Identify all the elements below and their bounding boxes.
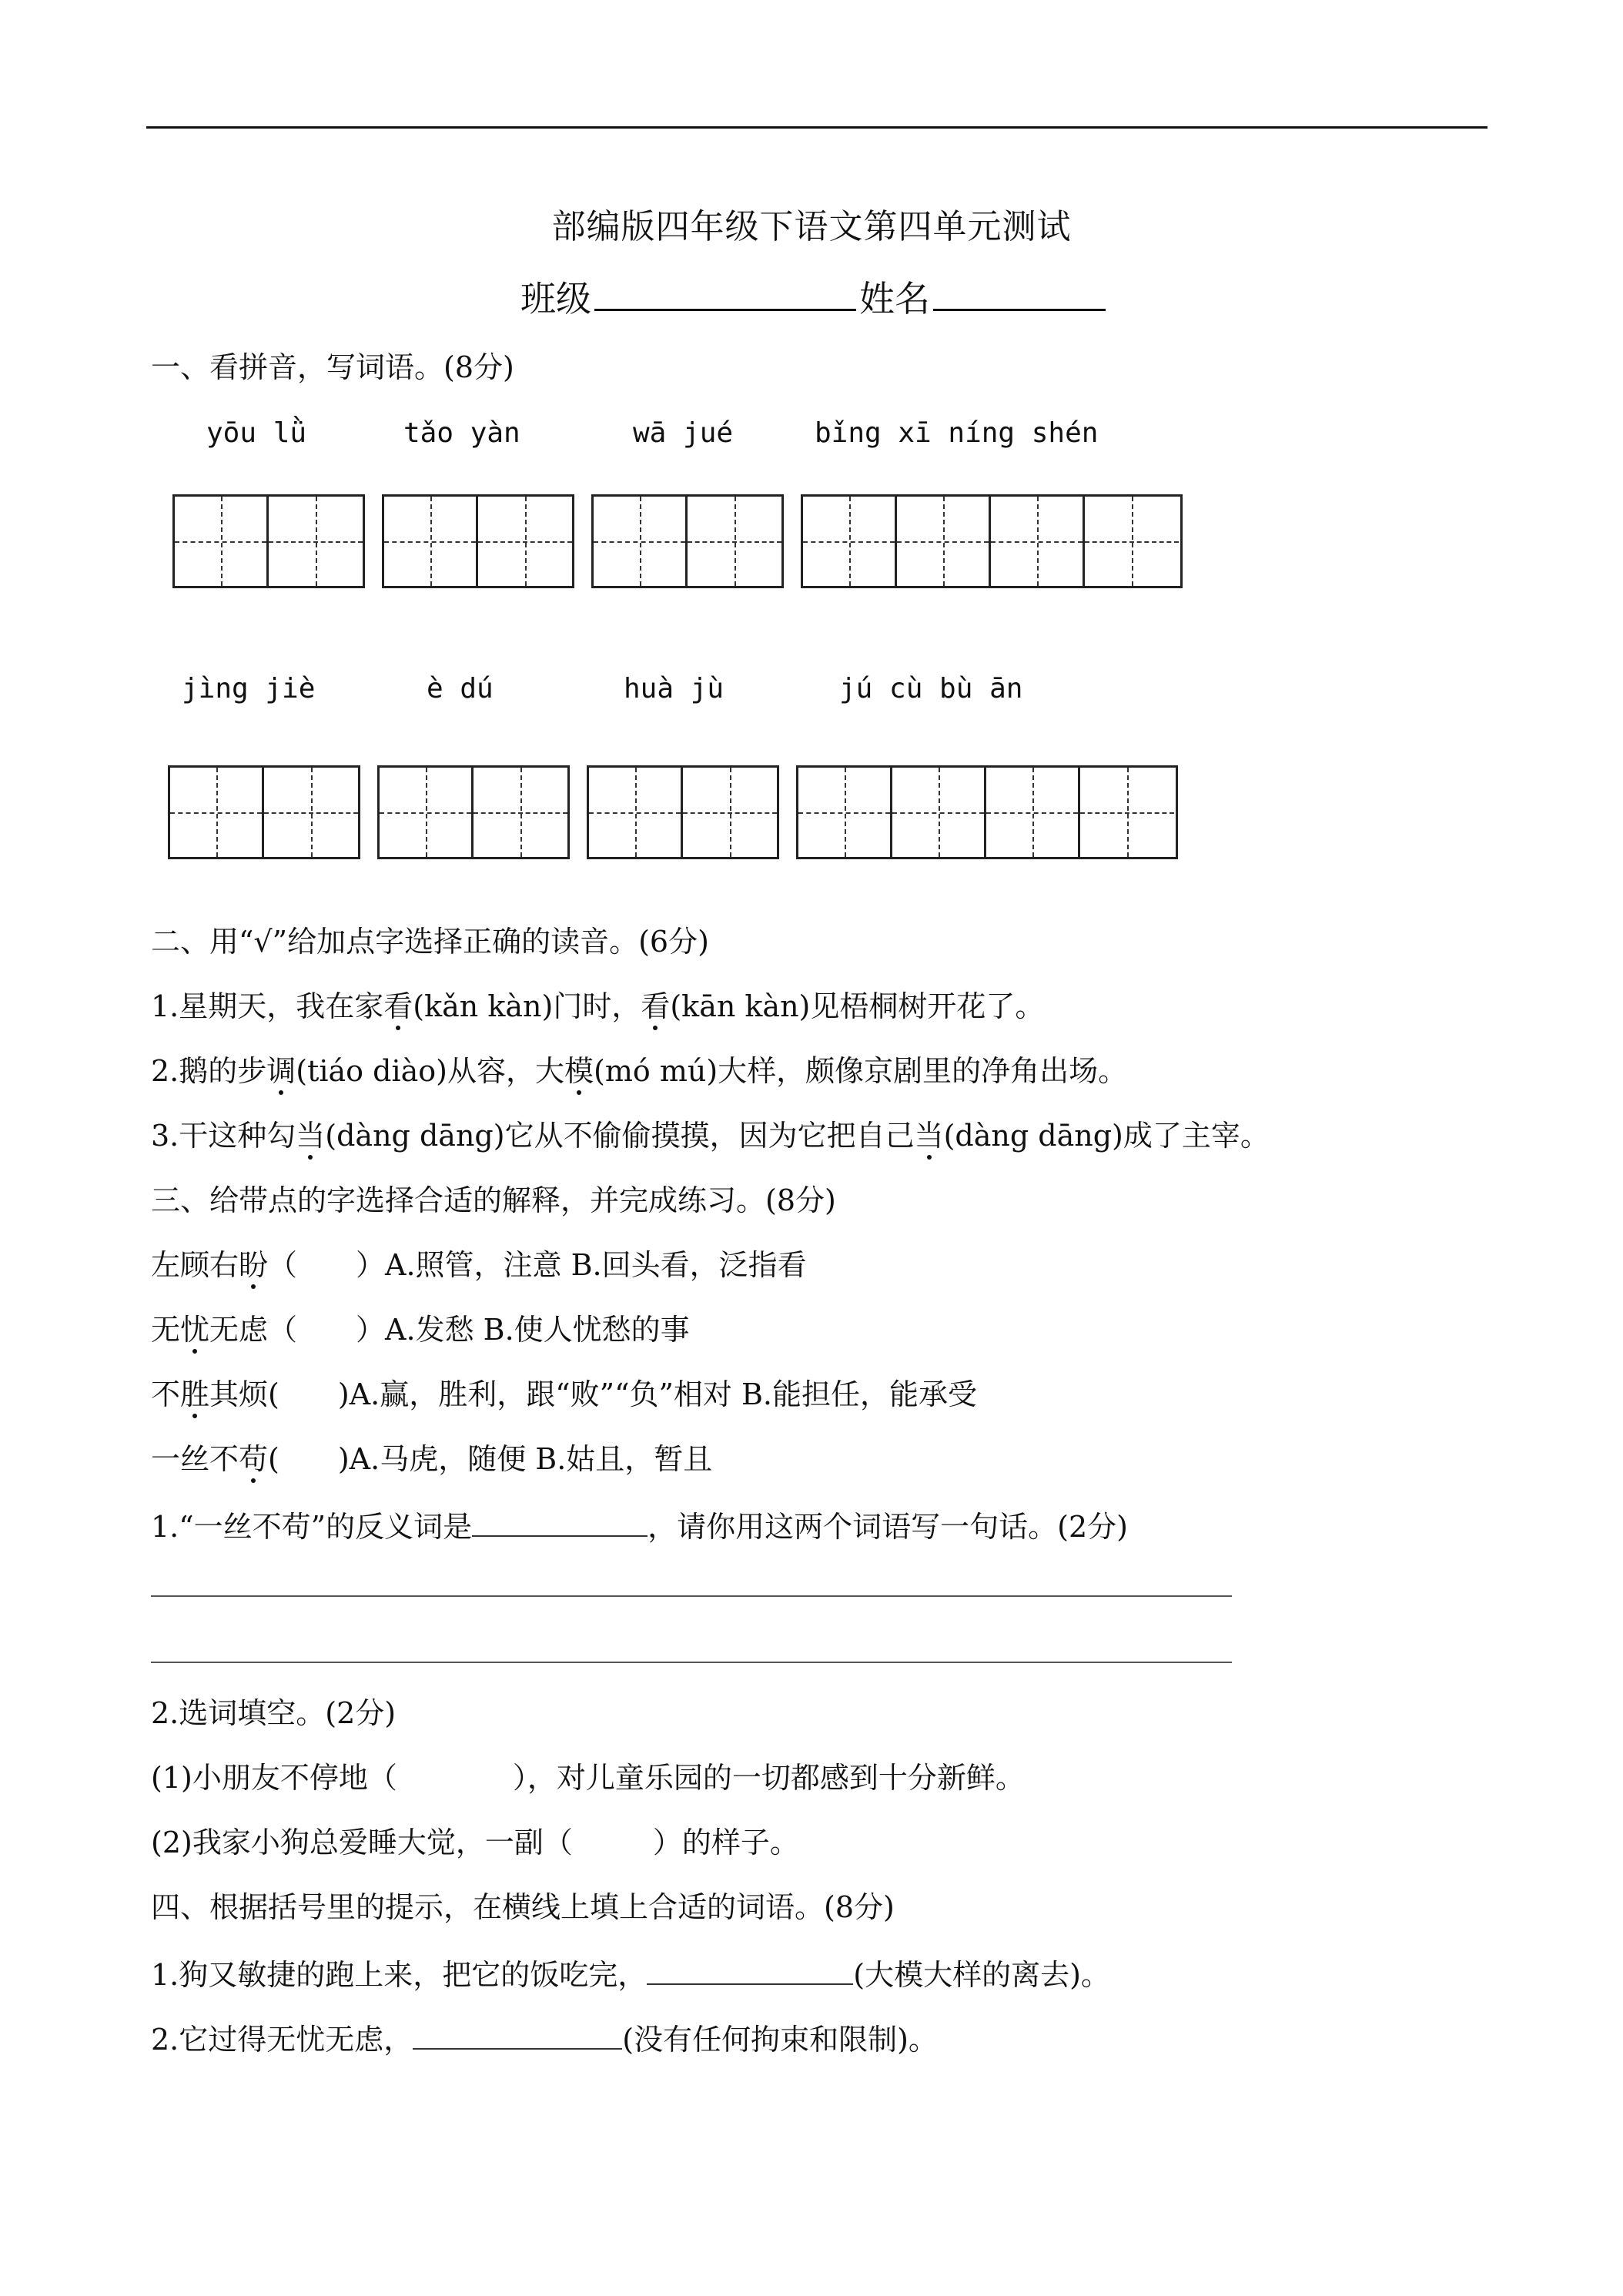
pinyin-label: tǎo yàn — [403, 417, 520, 449]
q-text: (1)小朋友不停地（ — [151, 1761, 397, 1795]
dotted-character: 苟 — [239, 1442, 269, 1476]
q-text: （ ）A.照管，注意 B.回头看，泛指看 — [268, 1248, 807, 1282]
dotted-character: 看 — [383, 989, 413, 1023]
char-cell[interactable] — [986, 768, 1080, 857]
writing-line[interactable] — [151, 1595, 1232, 1597]
char-cell[interactable] — [892, 768, 986, 857]
q-text: 无 — [151, 1313, 181, 1347]
class-label: 班级 — [520, 278, 591, 320]
section3-heading: 三、给带点的字选择合适的解释，并完成练习。(8分) — [151, 1183, 836, 1217]
character-grid[interactable] — [377, 765, 570, 859]
idiom-item — [151, 1313, 690, 1347]
section1-heading: 一、看拼音，写词语。(8分) — [151, 350, 514, 384]
char-cell[interactable] — [798, 768, 892, 857]
section2-question-1 — [151, 989, 1045, 1023]
char-cell[interactable] — [269, 497, 363, 586]
q-text: ）的样子。 — [652, 1826, 799, 1859]
dotted-character: 模 — [564, 1054, 594, 1088]
char-cell[interactable] — [478, 497, 572, 586]
section3-question-1 — [151, 1509, 1128, 1544]
answer-blank[interactable] — [647, 1957, 853, 1985]
q-text: （ ）A.发愁 B.使人忧愁的事 — [268, 1313, 690, 1347]
class-blank[interactable] — [594, 273, 856, 311]
char-cell[interactable] — [897, 497, 991, 586]
q-text: ，请你用这两个词语写一句话。(2分) — [648, 1510, 1128, 1544]
idiom-item — [151, 1377, 978, 1411]
page-title: 部编版四年级下语文第四单元测试 — [551, 207, 1072, 246]
answer-blank[interactable] — [472, 1509, 648, 1537]
fill-blank-2 — [151, 1828, 799, 1857]
character-grid[interactable] — [801, 494, 1183, 588]
fill-blank-1 — [151, 1761, 1025, 1795]
q-text: ( )A.马虎，随便 B.姑且，暂且 — [268, 1442, 713, 1476]
pinyin-label: huà jù — [624, 673, 724, 705]
dotted-character: 调 — [266, 1054, 296, 1088]
idiom-item — [151, 1250, 807, 1280]
q-text: 2.鹅的步 — [151, 1054, 267, 1088]
q-text: 左顾右 — [151, 1248, 239, 1282]
q-text: 不 — [151, 1377, 181, 1411]
pinyin-label: bǐng xī níng shén — [815, 417, 1099, 449]
answer-blank[interactable] — [413, 2022, 622, 2050]
q-text: 1.“一丝不苟”的反义词是 — [151, 1510, 473, 1544]
char-cell[interactable] — [1085, 497, 1179, 586]
q-text: 其烦 — [209, 1377, 269, 1411]
q-text: (kān kàn)见梧桐树开花了。 — [670, 989, 1045, 1023]
dotted-character: 当 — [296, 1119, 326, 1153]
character-grid[interactable] — [172, 494, 365, 588]
char-cell[interactable] — [380, 768, 474, 857]
char-cell[interactable] — [803, 497, 897, 586]
dotted-character: 盼 — [239, 1248, 269, 1282]
top-rule — [146, 126, 1487, 129]
dotted-character: 看 — [641, 989, 671, 1023]
idiom-item — [151, 1444, 712, 1474]
character-grid[interactable] — [591, 494, 784, 588]
q-text: (大模大样的离去)。 — [853, 1958, 1110, 1992]
q-text: 1.狗又敏捷的跑上来，把它的饭吃完， — [151, 1958, 648, 1992]
section2-question-2 — [151, 1056, 1127, 1086]
dotted-character: 忧 — [180, 1313, 210, 1347]
q-text: (dàng dāng)它从不偷偷摸摸，因为它把自己 — [325, 1119, 915, 1153]
character-grid[interactable] — [382, 494, 574, 588]
q-text: ），对儿童乐园的一切都感到十分新鲜。 — [512, 1761, 1025, 1795]
q-text: (tiáo diào)从容，大 — [296, 1054, 564, 1088]
char-cell[interactable] — [264, 768, 358, 857]
q-text: (mó mú)大样，颇像京剧里的净角出场。 — [594, 1054, 1128, 1088]
q-text: 1.星期天，我在家 — [151, 989, 384, 1023]
section4-heading: 四、根据括号里的提示，在横线上填上合适的词语。(8分) — [151, 1890, 895, 1924]
section4-question-1 — [151, 1957, 1110, 1990]
class-name-line — [520, 271, 1109, 322]
pinyin-label: wā jué — [633, 417, 734, 449]
character-grid[interactable] — [168, 765, 360, 859]
section2-question-3 — [151, 1119, 1270, 1153]
pinyin-label: jìng jiè — [182, 673, 316, 705]
pinyin-label: yōu lǜ — [206, 417, 307, 449]
name-label: 姓名 — [859, 278, 930, 320]
char-cell[interactable] — [170, 768, 264, 857]
q-text: ( )A.赢，胜利，跟“败”“负”相对 B.能担任，能承受 — [268, 1377, 978, 1411]
q-text: 2.它过得无忧无虑， — [151, 2023, 413, 2057]
q-text: 一丝不 — [151, 1442, 239, 1476]
name-blank[interactable] — [933, 273, 1106, 311]
char-cell[interactable] — [683, 768, 777, 857]
char-cell[interactable] — [594, 497, 688, 586]
char-cell[interactable] — [474, 768, 567, 857]
char-cell[interactable] — [1080, 768, 1174, 857]
q-text: (没有任何拘束和限制)。 — [622, 2023, 938, 2057]
q-text: 无虑 — [209, 1313, 269, 1347]
character-grid[interactable] — [796, 765, 1178, 859]
char-cell[interactable] — [384, 497, 478, 586]
q-text: 3.干这种勾 — [151, 1119, 296, 1153]
char-cell[interactable] — [589, 768, 683, 857]
section2-heading: 二、用“√”给加点字选择正确的读音。(6分) — [151, 925, 709, 959]
char-cell[interactable] — [991, 497, 1085, 586]
dotted-character: 当 — [914, 1119, 944, 1153]
char-cell[interactable] — [175, 497, 269, 586]
writing-line[interactable] — [151, 1662, 1232, 1663]
q-text: (dàng dāng)成了主宰。 — [943, 1119, 1270, 1153]
section3-question-2: 2.选词填空。(2分) — [151, 1696, 397, 1730]
char-cell[interactable] — [688, 497, 781, 586]
section4-question-2 — [151, 2022, 938, 2057]
pinyin-label: jú cù bù ān — [839, 673, 1023, 705]
q-text: (2)我家小狗总爱睡大觉，一副（ — [151, 1826, 573, 1859]
q-text: (kǎn kàn)门时， — [413, 989, 641, 1023]
character-grid[interactable] — [587, 765, 779, 859]
dotted-character: 胜 — [180, 1377, 210, 1411]
pinyin-label: è dú — [427, 673, 494, 705]
